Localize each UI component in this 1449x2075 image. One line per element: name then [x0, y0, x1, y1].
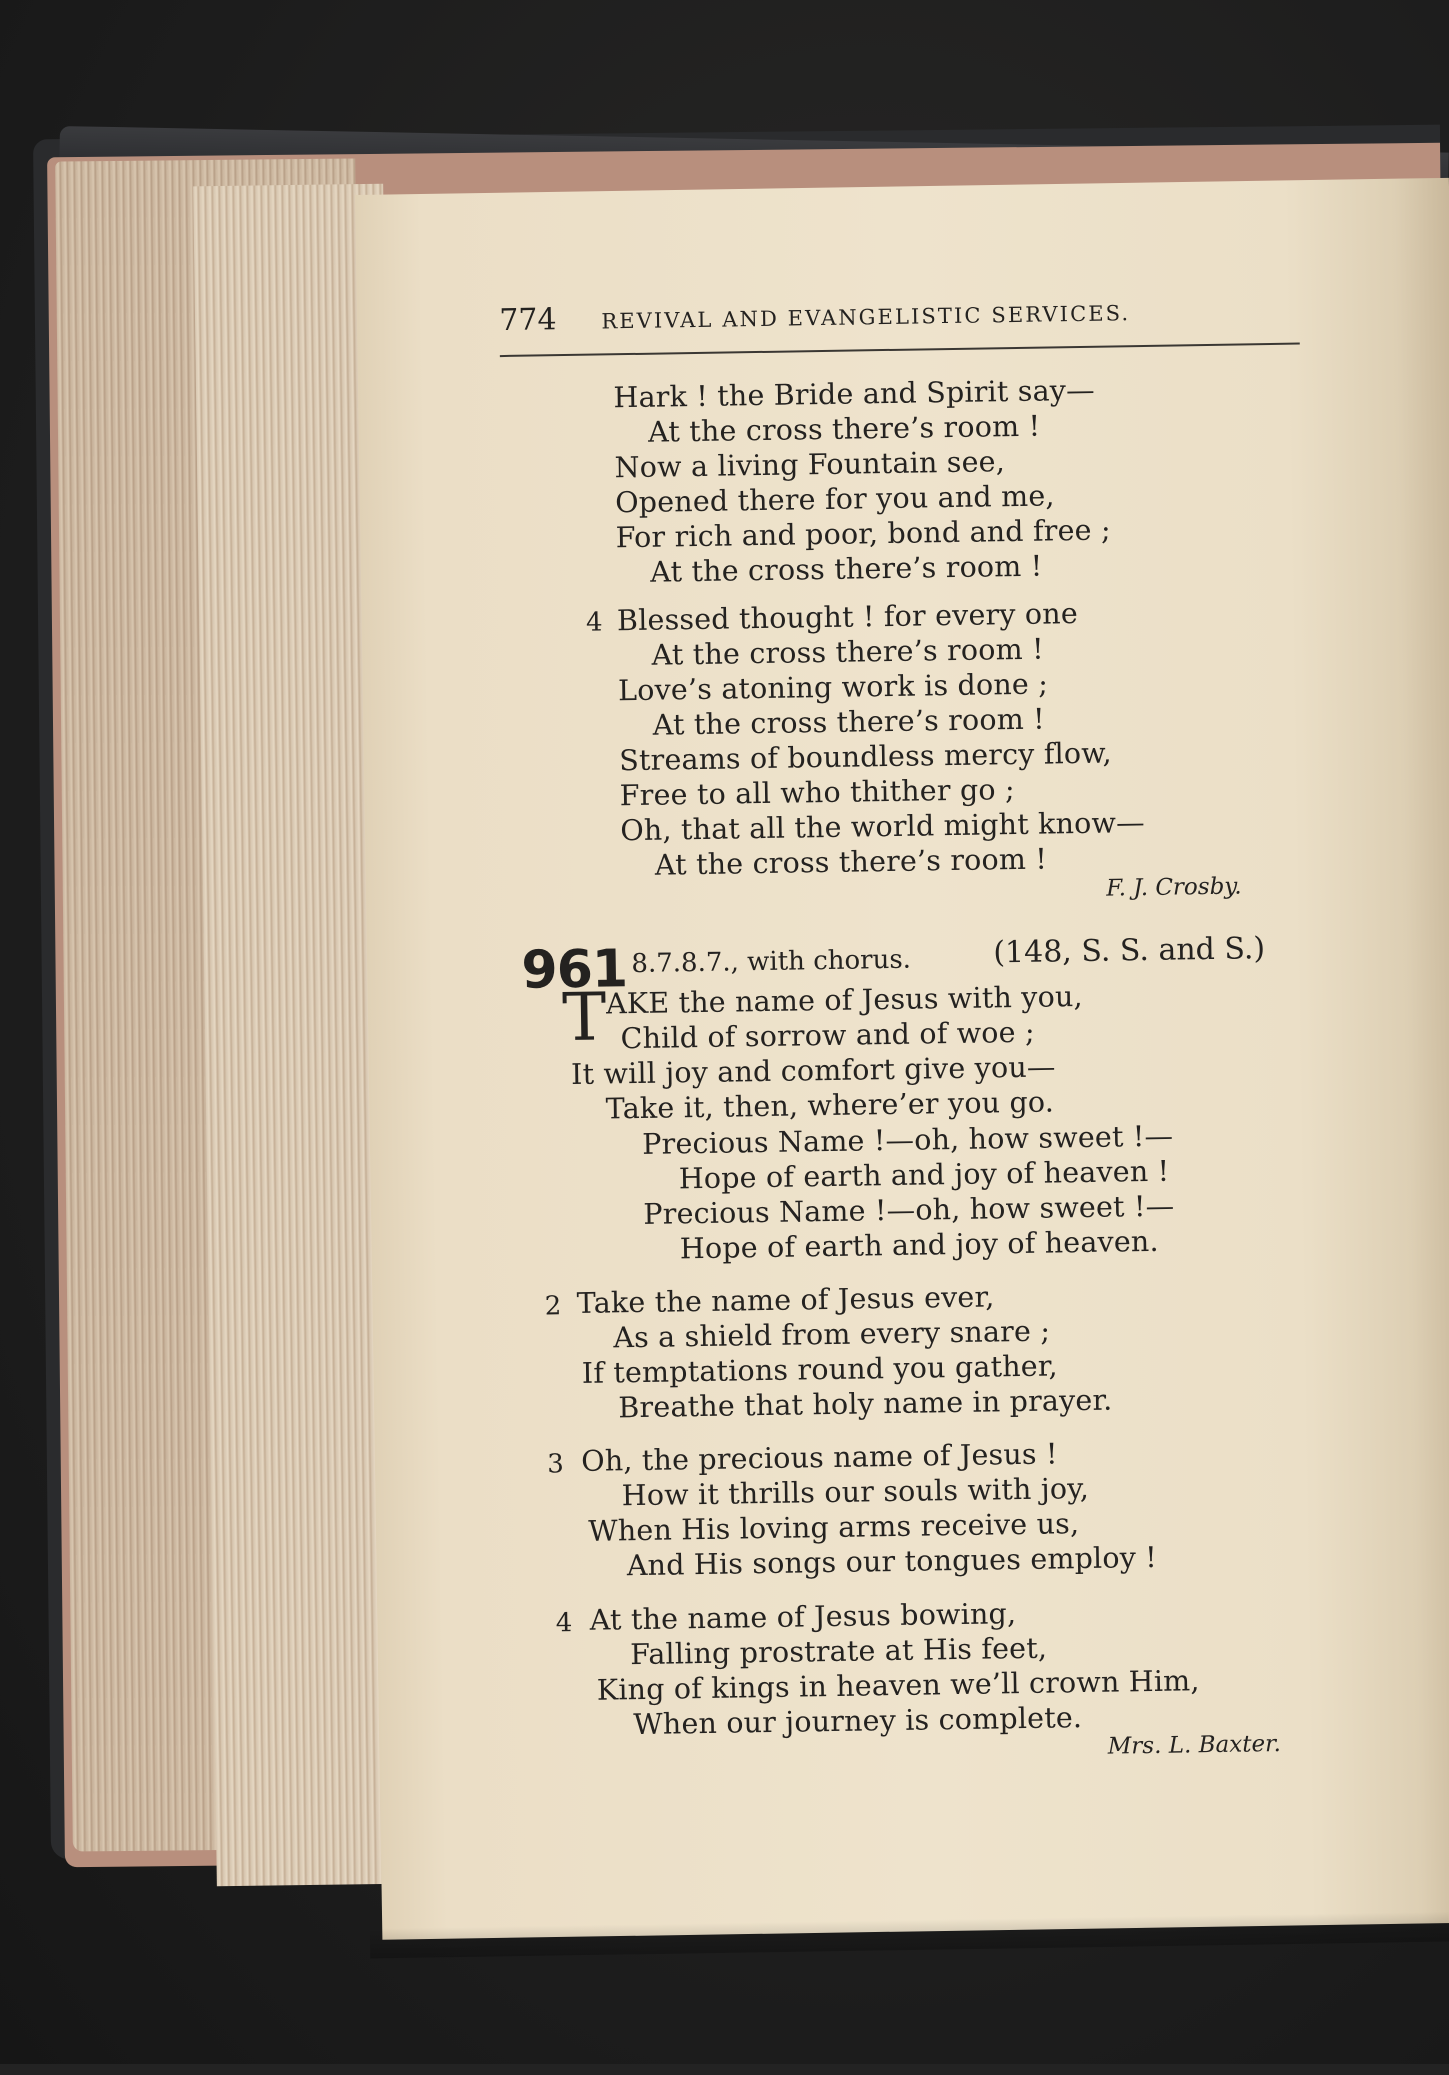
hymn-line: Child of sorrow and of woe ; [620, 1015, 1036, 1056]
hymn-line: Falling prostrate at His feet, [630, 1631, 1048, 1672]
chorus-line: Hope of earth and joy of heaven ! [678, 1154, 1170, 1196]
hymn-line: Opened there for you and me, [614, 479, 1055, 520]
verse-number: 3 [547, 1449, 565, 1480]
hymn-line: When our journey is complete. [633, 1701, 1083, 1742]
hymn-line: It will joy and comfort give you— [570, 1050, 1056, 1092]
running-title: REVIVAL AND EVANGELISTIC SERVICES. [601, 301, 1131, 334]
hymn-number: 961 [521, 939, 628, 1001]
tune-reference: (148, S. S. and S.) [993, 931, 1266, 971]
hymn-line: Take it, then, where’er you go. [605, 1085, 1055, 1126]
hymn-author: F. J. Crosby. [1106, 873, 1242, 902]
hymn-line: Take the name of Jesus ever, [576, 1280, 995, 1320]
chorus-line: Hope of earth and joy of heaven. [679, 1224, 1159, 1266]
hymn-line: At the name of Jesus bowing, [589, 1597, 1017, 1637]
chorus-line: Precious Name !—oh, how sweet !— [642, 1119, 1174, 1161]
hymn-line: If temptations round you gather, [581, 1349, 1059, 1390]
verse-number: 2 [544, 1291, 562, 1322]
hymn-line: For rich and poor, bond and free ; [615, 513, 1112, 555]
hymn-line: AKE the name of Jesus with you, [605, 979, 1084, 1021]
hymn-meter: 8.7.8.7., with chorus. [631, 944, 912, 980]
verse-number: 4 [555, 1608, 573, 1639]
hymn-line: At the cross there’s room ! [652, 702, 1046, 742]
chorus-line: Precious Name !—oh, how sweet !— [643, 1189, 1175, 1231]
hymn-line: Breathe that holy name in prayer. [618, 1383, 1113, 1425]
hymn-line: Blessed thought ! for every one [616, 597, 1079, 638]
hymn-line: Now a living Fountain see, [614, 445, 1006, 485]
hymn-line: Oh, that all the world might know— [620, 805, 1146, 848]
hymn-line: Streams of boundless mercy flow, [618, 736, 1112, 778]
hymn-line: At the cross there’s room ! [650, 549, 1043, 589]
drop-cap: T [561, 978, 607, 1057]
hymn-line: Hark ! the Bride and Spirit say— [613, 373, 1096, 415]
hymn-line: King of kings in heaven we’ll crown Him, [596, 1664, 1200, 1707]
page-header [499, 291, 1300, 350]
hymn-line: Love’s atoning work is done ; [617, 667, 1049, 708]
hymn-line: At the cross there’s room ! [647, 409, 1041, 449]
hymn-line: How it thrills our souls with joy, [621, 1471, 1090, 1513]
page-number: 774 [499, 302, 557, 339]
hymn-line: Oh, the precious name of Jesus ! [580, 1437, 1058, 1478]
hymn-line: When His loving arms receive us, [588, 1507, 1080, 1548]
hymn-line: At the cross there’s room ! [654, 842, 1048, 882]
hymn-line: And His songs our tongues employ ! [626, 1540, 1158, 1583]
hymn-line: At the cross there’s room ! [651, 632, 1044, 672]
hymn-author: Mrs. L. Baxter. [1107, 1730, 1282, 1760]
hymn-line: As a shield from every snare ; [613, 1314, 1051, 1355]
verse-number: 4 [585, 607, 603, 638]
hymn-line: Free to all who thither go ; [619, 773, 1016, 813]
